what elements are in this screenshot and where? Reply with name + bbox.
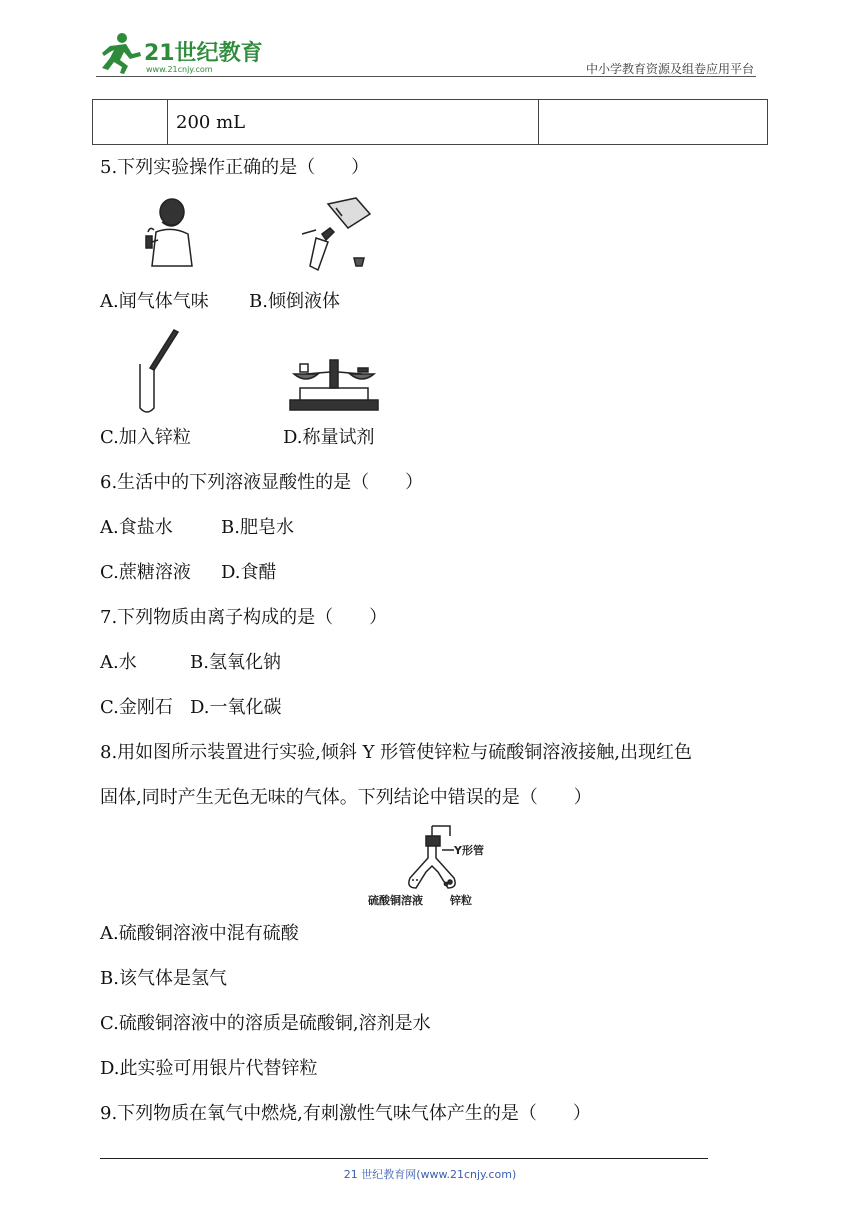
header-divider [96,76,756,77]
q6-option-a: A.食盐水 [100,517,173,538]
q7-option-c: C.金刚石 [100,697,173,718]
site-logo [96,30,266,76]
figure-balance [286,352,382,420]
q8-option-d: D.此实验可用银片代替锌粒 [100,1058,318,1079]
fig-label-zinc: 锌粒 [450,894,472,907]
question-7-stem: 7.下列物质由离子构成的是（ ） [100,607,388,628]
q5-option-a: A.闻气体气味 [100,291,209,312]
footer-divider [100,1158,708,1159]
footer-link[interactable]: 21 世纪教育网(www.21cnjy.com) [343,1168,517,1181]
q6-option-d: D.食醋 [221,562,277,583]
fig-label-copper-sulfate: 硫酸铜溶液 [368,894,423,907]
figure-add-zinc [134,326,184,422]
logo-url: www.21cnjy.com [146,65,213,74]
table-cell: 200 mL [168,100,539,145]
question-5-stem: 5.下列实验操作正确的是（ ） [100,157,370,178]
figure-smell-gas [136,196,212,274]
q5-option-c: C.加入锌粒 [100,427,191,448]
question-6-stem: 6.生活中的下列溶液显酸性的是（ ） [100,472,424,493]
q8-option-a: A.硫酸铜溶液中混有硫酸 [100,923,299,944]
logo-text: 21世纪教育 [144,41,263,66]
q5-option-d: D.称量试剂 [283,427,375,448]
figure-pour-liquid [296,194,376,276]
q6-option-b: B.肥皂水 [221,517,294,538]
question-9-stem: 9.下列物质在氧气中燃烧,有刺激性气味气体产生的是（ ） [100,1103,591,1124]
header-platform-text: 中小学教育资源及组卷应用平台 [585,62,754,76]
q8-option-c: C.硫酸铜溶液中的溶质是硫酸铜,溶剂是水 [100,1013,431,1034]
question-8-stem-line1: 8.用如图所示装置进行实验,倾斜 Y 形管使锌粒与硫酸铜溶液接触,出现红色 [100,742,692,763]
answer-table [92,99,768,145]
table-row [93,100,768,145]
table-cell [93,100,168,145]
q5-option-b: B.倾倒液体 [249,291,340,312]
q8-option-b: B.该气体是氢气 [100,968,227,989]
q7-option-d: D.一氧化碳 [190,697,282,718]
fig-label-y-tube: Y形管 [454,844,484,857]
figure-y-tube [366,822,496,916]
q7-option-b: B.氢氧化钠 [190,652,281,673]
q6-option-c: C.蔗糖溶液 [100,562,191,583]
question-8-stem-line2: 固体,同时产生无色无味的气体。下列结论中错误的是（ ） [100,787,592,808]
q7-option-a: A.水 [100,652,137,673]
table-cell [539,100,768,145]
